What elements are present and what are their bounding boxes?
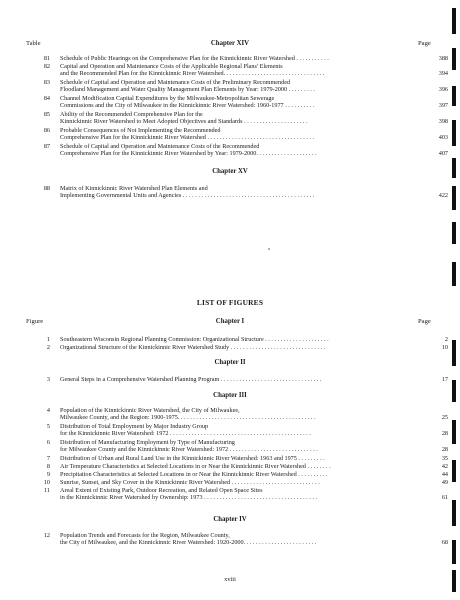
list-of-figures-title: LIST OF FIGURES — [196, 298, 264, 307]
edge-mark — [452, 222, 456, 244]
figure-column-header: Figure — [26, 318, 44, 325]
table-entry: 86 Probable Consequences of Not Implementing the Recommended Comprehensive Plan for the Kinnickinnic River Watershed . . . . . . . . . . . . . . . . . . . . . . . . . . . . . . . . . . . 403 — [43, 127, 448, 142]
edge-mark — [452, 262, 456, 286]
table-entry: 81 Schedule of Public Hearings on the Comprehensive Plan for the Kinnickinnic River Watershed . . . . . . . . . . . 388 — [43, 55, 448, 62]
figure-entry: 11 Areal Extent of Existing Park, Outdoor Recreation, and Related Open Space Sites in the Kinnickinnic River Watershed by Ownership: 1973 . . . . . . . . . . . . . . . . . . . . . . . . . . . . . . . . . . . . . 61 — [44, 487, 448, 502]
table-column-header: Table — [26, 40, 41, 47]
edge-mark — [452, 186, 456, 210]
chapter-heading: Chapter I — [215, 318, 245, 325]
table-entry: 84 Channel Modification Capital Expenditures by the Milwaukee-Metropolitan Sewerage Commissions and the City of Milwaukee in the Kinnickinnic River Watershed: 1960-1977 . . . . . . . . . . 397 — [43, 95, 448, 110]
table-entry: 83 Schedule of Capital and Operation and Maintenance Costs of the Preliminary Recommended Floodland Management and Water Quality Management Plan Elements by Year: 1979-2000 . . . . . . . . . 396 — [43, 79, 448, 94]
edge-mark — [452, 540, 456, 564]
chapter-heading: Chapter XIV — [210, 40, 250, 47]
edge-mark — [452, 120, 456, 146]
figure-entry: 9 Precipitation Characteristics at Selected Locations in or Near the Kinnickinnic River Watershed . . . . . . . . . . 44 — [46, 471, 448, 478]
page-number: xviii — [224, 576, 236, 583]
figure-entry: 1 Southeastern Wisconsin Regional Planning Commission: Organizational Structure . . . . . . . . . . . . . . . . . . . . . 2 — [46, 336, 448, 343]
chapter-heading: Chapter XV — [212, 168, 248, 175]
chapter-heading: Chapter IV — [213, 516, 247, 523]
figure-entry: 5 Distribution of Total Employment by Major Industry Group for the Kinnickinnic River Watershed: 1972 . . . . . . . . . . . . . . . . . . . . . . . . . . . . . . . . . . . . . . . . . . . . . . 28 — [46, 423, 448, 438]
figure-entry: 4 Population of the Kinnickinnic River Watershed, the City of Milwaukee, Milwaukee County, and the Region: 1900-1975. . . . . . . . . . . . . . . . . . . . . . . . . . . . . . . . . . . . . . . . . . . . . 25 — [46, 407, 448, 422]
figure-entry: 12 Population Trends and Forecasts for the Region, Milwaukee County, the City of Milwaukee, and the Kinnickinnic River Watershed: 1920-2000. . . . . . . . . . . . . . . . . . . . . . . . 68 — [43, 532, 448, 547]
figure-entry: 6 Distribution of Manufacturing Employment by Type of Manufacturing for Milwaukee County and the Kinnickinnic River Watershed: 1972 . . . . . . . . . . . . . . . . . . . . . . . . . . . . . 28 — [46, 439, 448, 454]
edge-mark — [452, 8, 456, 34]
chapter-heading: Chapter II — [214, 359, 246, 366]
scan-speck — [268, 248, 270, 250]
table-entry: 85 Ability of the Recommended Comprehensive Plan for the Kinnickinnic River Watershed to Meet Adopted Objectives and Standards . . . . . . . . . . . . . . . . . . . . . 398 — [43, 111, 448, 126]
edge-mark — [452, 420, 456, 444]
table-entry: 87 Schedule of Capital and Operation and Maintenance Costs of the Recommended Comprehensive Plan for the Kinnickinnic River Watershed by Year: 1979-2000. . . . . . . . . . . . . . . . . . . . 407 — [43, 143, 448, 158]
figure-entry: 7 Distribution of Urban and Rural Land Use in the Kinnickinnic River Watershed: 1963 and 1975 . . . . . . . . . 35 — [46, 455, 448, 462]
edge-mark — [452, 48, 456, 70]
figure-entry: 8 Air Temperature Characteristics at Selected Locations in or Near the Kinnickinnic River Watershed . . . . . . . . 42 — [46, 463, 448, 470]
table-entry: 88 Matrix of Kinnickinnic River Watershed Plan Elements and Implementing Governmental Units and Agencies . . . . . . . . . . . . . . . . . . . . . . . . . . . . . . . . . . . . . . . . . . . 422 — [43, 185, 448, 200]
edge-mark — [452, 460, 456, 482]
chapter-heading: Chapter III — [213, 392, 247, 399]
figure-entry: 3 General Steps in a Comprehensive Watershed Planning Program . . . . . . . . . . . . . . . . . . . . . . . . . . . . . . . . . 17 — [46, 376, 448, 383]
table-entry: 82 Capital and Operation and Maintenance Costs of the Applicable Regional Plans' Elements and the Recommended Plan for the Kinnickinnic River Watershed. . . . . . . . . . . . . . . . . . . . . . . . . . . . . . . . . 394 — [43, 63, 448, 78]
page-column-header: Page — [418, 40, 431, 47]
figure-entry: 2 Organizational Structure of the Kinnickinnic River Watershed Study . . . . . . . . . . . . . . . . . . . . . . . . . . . . . . . 10 — [46, 344, 448, 351]
page-column-header: Page — [418, 318, 431, 325]
figure-entry: 10 Sunrise, Sunset, and Sky Cover in the Kinnickinnic River Watershed . . . . . . . . . . . . . . . . . . . . . . . . . . . . . 49 — [43, 479, 448, 486]
edge-mark — [452, 86, 456, 106]
